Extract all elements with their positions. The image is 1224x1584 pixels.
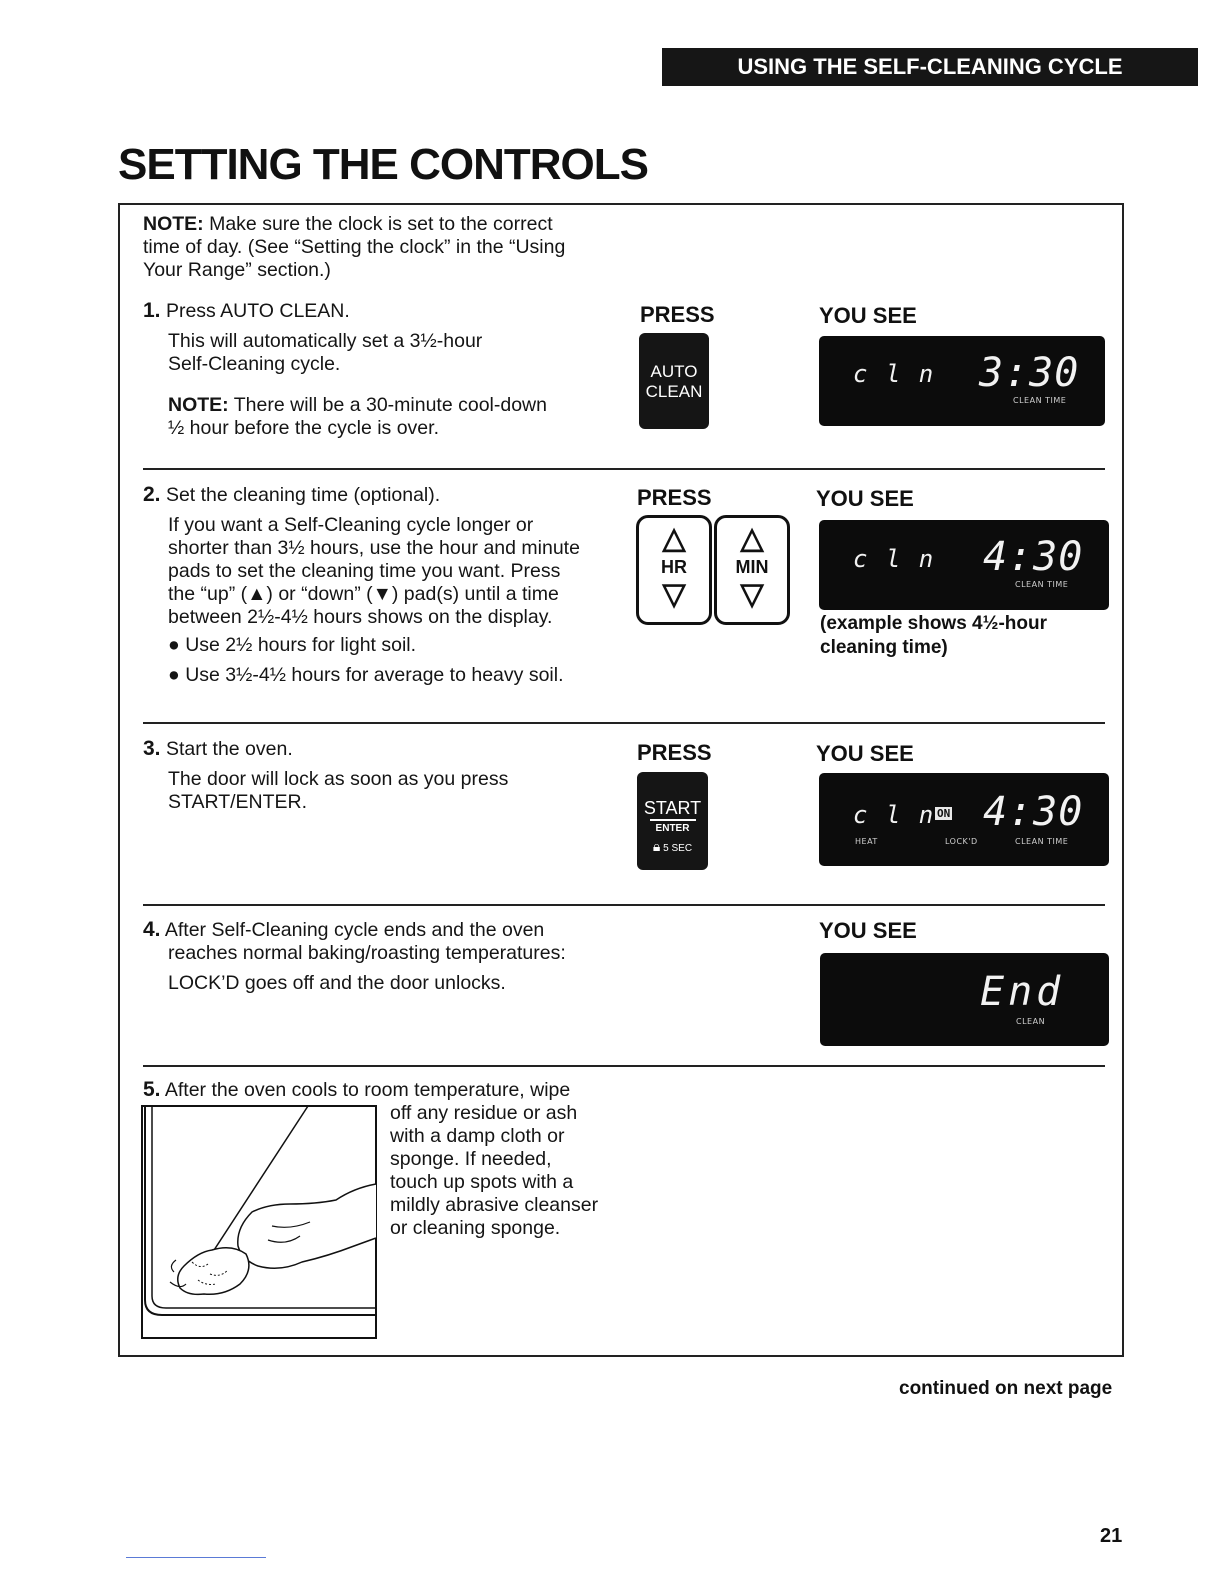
button-label: CLEAN <box>645 382 703 401</box>
step-text: START/ENTER. <box>168 791 308 813</box>
oven-display <box>819 336 1105 426</box>
step-text: After Self-Cleaning cycle ends and the oven <box>164 919 545 941</box>
divider <box>143 904 1105 906</box>
continued-note: continued on next page <box>899 1378 1113 1399</box>
button-sublabel: ENTER <box>655 823 690 834</box>
step-text: ½ hour before the cycle is over. <box>168 417 439 439</box>
step-lead: Press AUTO CLEAN. <box>165 300 350 322</box>
caption-line: cleaning time) <box>820 637 948 658</box>
hour-pad[interactable] <box>636 515 712 625</box>
bullet-text: Use 2½ hours for light soil. <box>185 634 417 656</box>
step-number: 3. <box>143 737 161 760</box>
step-2 <box>143 483 633 687</box>
display-time: 4:30 <box>983 534 1084 580</box>
display-text: End <box>980 969 1065 1015</box>
step-text: There will be a 30-minute cool-down <box>233 394 547 416</box>
step-text: shorter than 3½ hours, use the hour and minute <box>168 537 580 559</box>
page-number: 21 <box>1100 1525 1123 1547</box>
display-label: CLEAN TIME <box>1015 580 1069 589</box>
step-text: This will automatically set a 3½-hour <box>168 330 483 352</box>
down-arrow-icon[interactable]: ▽ <box>662 578 686 611</box>
step-text: pads to set the cleaning time you want. Press <box>168 560 561 582</box>
divider <box>143 468 1105 470</box>
display-label: CLEAN TIME <box>1015 837 1069 846</box>
display-text: c l n <box>853 545 936 573</box>
step-number: 4. <box>143 918 161 941</box>
you-see-header: YOU SEE <box>816 486 914 511</box>
display-label: CLEAN TIME <box>1013 396 1067 405</box>
oven-display <box>820 953 1109 1046</box>
step-1 <box>143 299 623 440</box>
divider <box>143 722 1105 724</box>
step-3 <box>143 737 623 814</box>
step-text: After the oven cools to room temperature, wipe <box>164 1079 571 1101</box>
start-enter-button[interactable] <box>637 772 708 870</box>
press-header: PRESS <box>640 302 715 327</box>
display-label: LOCK'D <box>945 837 978 846</box>
note-text: time of day. (See “Setting the clock” in the “Using <box>143 236 566 258</box>
press-header: PRESS <box>637 485 712 510</box>
footer-line <box>126 1557 266 1558</box>
press-header: PRESS <box>637 740 712 765</box>
step-lead: Start the oven. <box>165 738 293 760</box>
step-text: or cleaning sponge. <box>390 1217 561 1239</box>
auto-clean-button[interactable] <box>639 333 709 429</box>
step-text: mildly abrasive cleanser <box>390 1194 599 1216</box>
button-label: AUTO <box>650 362 698 381</box>
display-time: 4:30 <box>983 789 1084 835</box>
step-4 <box>143 918 623 995</box>
display-text: c l n <box>853 360 936 388</box>
step-number: 2. <box>143 483 161 506</box>
you-see-header: YOU SEE <box>819 303 917 328</box>
note-text: Your Range” section.) <box>143 259 331 281</box>
oven-display <box>819 520 1109 610</box>
step-number: 1. <box>143 299 161 322</box>
step-text: the “up” (▲) or “down” (▼) pad(s) until a time <box>168 583 559 605</box>
step-text: touch up spots with a <box>390 1171 574 1193</box>
lock-timer <box>637 837 708 858</box>
note-label: NOTE: <box>168 394 229 416</box>
display-caption <box>820 612 1047 660</box>
wiping-oven-illustration <box>140 1100 380 1342</box>
divider <box>143 1065 1105 1067</box>
on-indicator: ON <box>937 807 951 820</box>
page-title: SETTING THE CONTROLS <box>118 140 648 189</box>
step-5-first-line <box>143 1078 623 1102</box>
step-5-text <box>390 1102 630 1240</box>
note-label: NOTE: <box>143 213 204 235</box>
lock-icon: 🔒︎ <box>652 838 661 854</box>
up-arrow-icon[interactable]: △ <box>740 522 764 555</box>
button-label: START <box>643 798 702 818</box>
hour-label: HR <box>661 557 687 577</box>
section-banner: USING THE SELF-CLEANING CYCLE <box>662 48 1198 86</box>
bullet-item: ● Use 3½-4½ hours for average to heavy soil. <box>168 664 564 686</box>
bullet-text: Use 3½-4½ hours for average to heavy soil. <box>185 664 564 686</box>
intro-note <box>143 213 613 282</box>
step-lead: Set the cleaning time (optional). <box>165 484 441 506</box>
you-see-header: YOU SEE <box>819 918 917 943</box>
step-number: 5. <box>143 1078 161 1101</box>
minute-pad[interactable] <box>714 515 790 625</box>
up-arrow-icon[interactable]: △ <box>662 522 686 555</box>
down-arrow-icon[interactable]: ▽ <box>740 578 764 611</box>
timer-label: 5 SEC <box>663 843 693 854</box>
step-text: with a damp cloth or <box>390 1125 565 1147</box>
note-text: Make sure the clock is set to the correct <box>209 213 553 235</box>
step-text: If you want a Self-Cleaning cycle longer or <box>168 514 534 536</box>
step-text: sponge. If needed, <box>390 1148 552 1170</box>
display-time: 3:30 <box>979 350 1080 396</box>
step-text: Self-Cleaning cycle. <box>168 353 341 375</box>
bullet-item: ● Use 2½ hours for light soil. <box>168 634 417 656</box>
caption-line: (example shows 4½-hour <box>820 613 1048 634</box>
step-text: off any residue or ash <box>390 1102 578 1124</box>
step-text: The door will lock as soon as you press <box>168 768 509 790</box>
minute-label: MIN <box>735 557 769 577</box>
step-text: LOCK’D goes off and the door unlocks. <box>168 972 506 994</box>
you-see-header: YOU SEE <box>816 741 914 766</box>
oven-display <box>819 773 1109 866</box>
display-label: CLEAN <box>1016 1017 1046 1026</box>
display-label: HEAT <box>855 837 878 846</box>
display-text: c l n <box>853 801 936 829</box>
step-text: between 2½-4½ hours shows on the display. <box>168 606 553 628</box>
step-text: reaches normal baking/roasting temperatures: <box>168 942 566 964</box>
